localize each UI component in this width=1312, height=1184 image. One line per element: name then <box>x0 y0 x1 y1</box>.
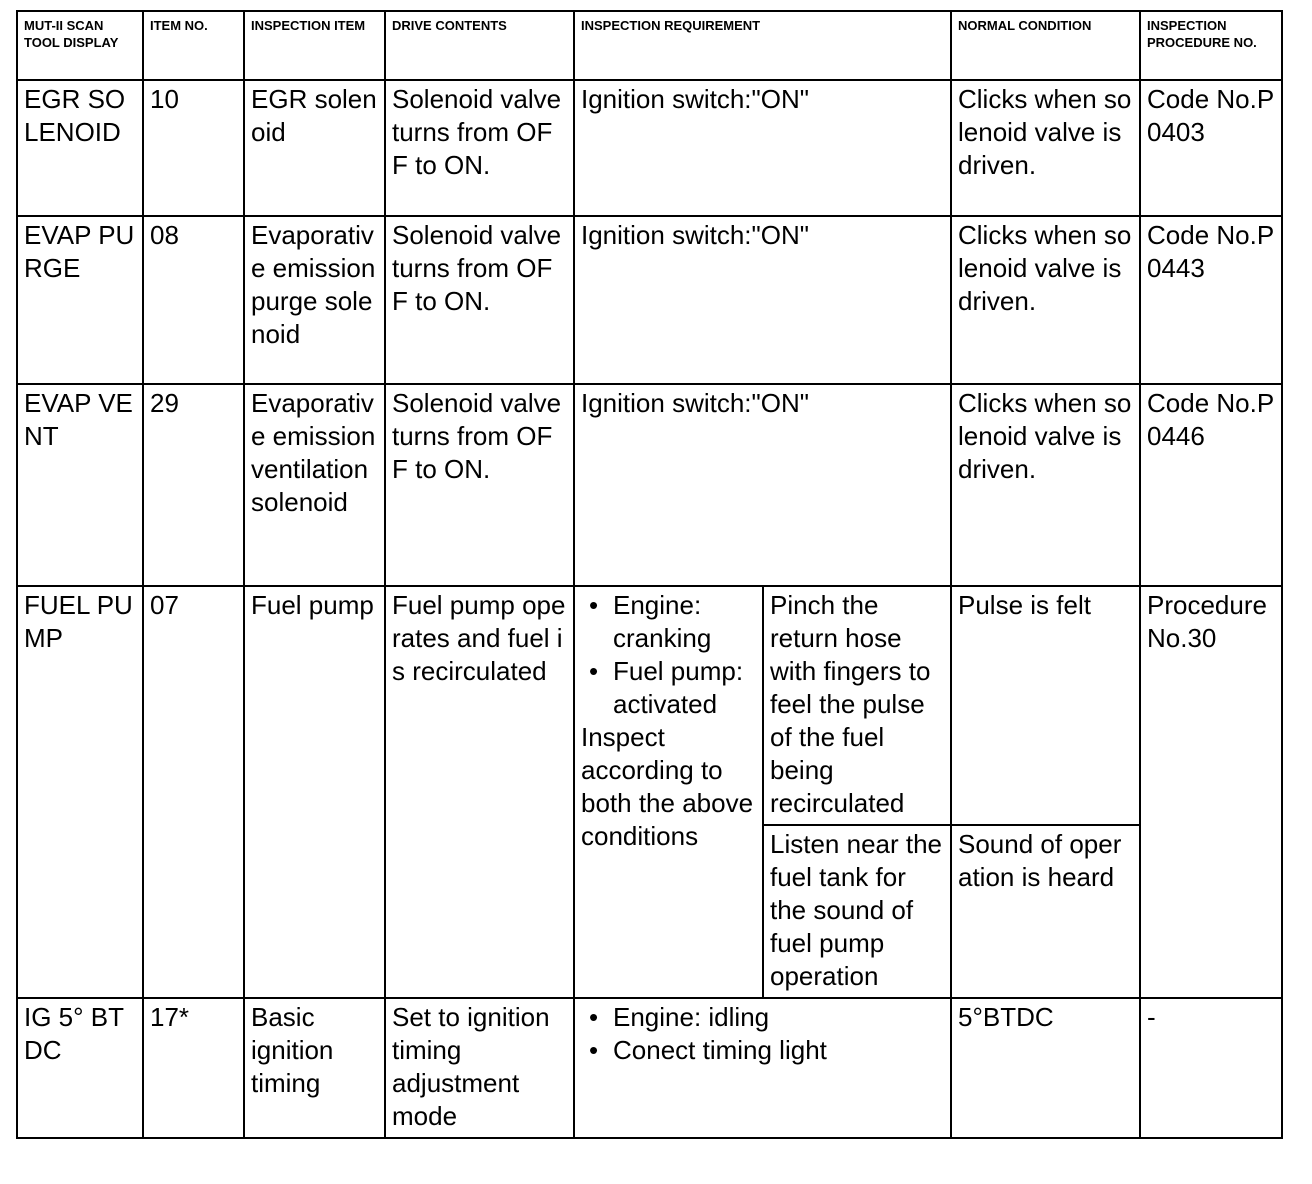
cell-item-no: 08 <box>143 216 244 384</box>
header-inspection-requirement: INSPECTION REQUIREMENT <box>574 11 951 80</box>
header-display: MUT-II SCAN TOOL DISPLAY <box>17 11 143 80</box>
header-drive-contents: DRIVE CONTENTS <box>385 11 574 80</box>
inspection-table <box>16 10 1283 1139</box>
table-row <box>17 216 1282 384</box>
condition-list <box>581 589 756 721</box>
cell-check-method: Pinch the return hose with fingers to feel the pulse of the fuel being recirculated <box>763 586 951 825</box>
cell-normal-condition: Sound of operation is heard <box>951 825 1140 998</box>
list-item: • Fuel pump: activated <box>581 655 756 721</box>
cell-requirement: Ignition switch:"ON" <box>574 384 951 586</box>
cell-inspection-item: Fuel pump <box>244 586 385 998</box>
cell-check-method: Listen near the fuel tank for the sound of fuel pump operation <box>763 825 951 998</box>
cell-inspection-item: Evaporative emission ventilation solenoid <box>244 384 385 586</box>
cell-drive-contents: Solenoid valve turns from OFF to ON. <box>385 384 574 586</box>
condition-list <box>581 1001 944 1067</box>
cell-inspection-item: Basic ignition timing <box>244 998 385 1138</box>
cell-display: EGR SOLENOID <box>17 80 143 216</box>
cell-requirement-conditions <box>574 586 763 998</box>
cell-item-no: 29 <box>143 384 244 586</box>
header-row <box>17 11 1282 80</box>
cell-requirement-conditions <box>574 998 951 1138</box>
cell-normal-condition: 5°BTDC <box>951 998 1140 1138</box>
table-row <box>17 586 1282 825</box>
cell-normal-condition: Clicks when solenoid valve is driven. <box>951 80 1140 216</box>
cell-requirement: Ignition switch:"ON" <box>574 216 951 384</box>
cell-procedure-no: Code No.P0446 <box>1140 384 1282 586</box>
cell-display: IG 5° BTDC <box>17 998 143 1138</box>
cell-display: EVAP PURGE <box>17 216 143 384</box>
cell-drive-contents: Fuel pump operates and fuel is recirculated <box>385 586 574 998</box>
table-row <box>17 80 1282 216</box>
list-item: • Conect timing light <box>581 1034 944 1067</box>
header-inspection-item: INSPECTION ITEM <box>244 11 385 80</box>
cell-procedure-no: Code No.P0443 <box>1140 216 1282 384</box>
cell-inspection-item: EGR solenoid <box>244 80 385 216</box>
cell-normal-condition: Pulse is felt <box>951 586 1140 825</box>
conditions-note: Inspect according to both the above conditions <box>581 722 754 851</box>
cell-item-no: 17* <box>143 998 244 1138</box>
cell-procedure-no: Code No.P0403 <box>1140 80 1282 216</box>
cell-display: FUEL PUMP <box>17 586 143 998</box>
cell-requirement: Ignition switch:"ON" <box>574 80 951 216</box>
table-row <box>17 384 1282 586</box>
cell-item-no: 07 <box>143 586 244 998</box>
cell-procedure-no: Procedure No.30 <box>1140 586 1282 998</box>
header-item-no: ITEM NO. <box>143 11 244 80</box>
cell-display: EVAP VENT <box>17 384 143 586</box>
table-row <box>17 998 1282 1138</box>
cell-inspection-item: Evaporative emission purge solenoid <box>244 216 385 384</box>
cell-item-no: 10 <box>143 80 244 216</box>
cell-normal-condition: Clicks when solenoid valve is driven. <box>951 384 1140 586</box>
header-normal-condition: NORMAL CONDITION <box>951 11 1140 80</box>
header-procedure-no: INSPECTION PROCEDURE NO. <box>1140 11 1282 80</box>
cell-procedure-no: - <box>1140 998 1282 1138</box>
cell-drive-contents: Solenoid valve turns from OFF to ON. <box>385 80 574 216</box>
cell-drive-contents: Set to ignition timing adjustment mode <box>385 998 574 1138</box>
cell-drive-contents: Solenoid valve turns from OFF to ON. <box>385 216 574 384</box>
cell-normal-condition: Clicks when solenoid valve is driven. <box>951 216 1140 384</box>
list-item: • Engine: cranking <box>581 589 756 655</box>
list-item: • Engine: idling <box>581 1001 944 1034</box>
